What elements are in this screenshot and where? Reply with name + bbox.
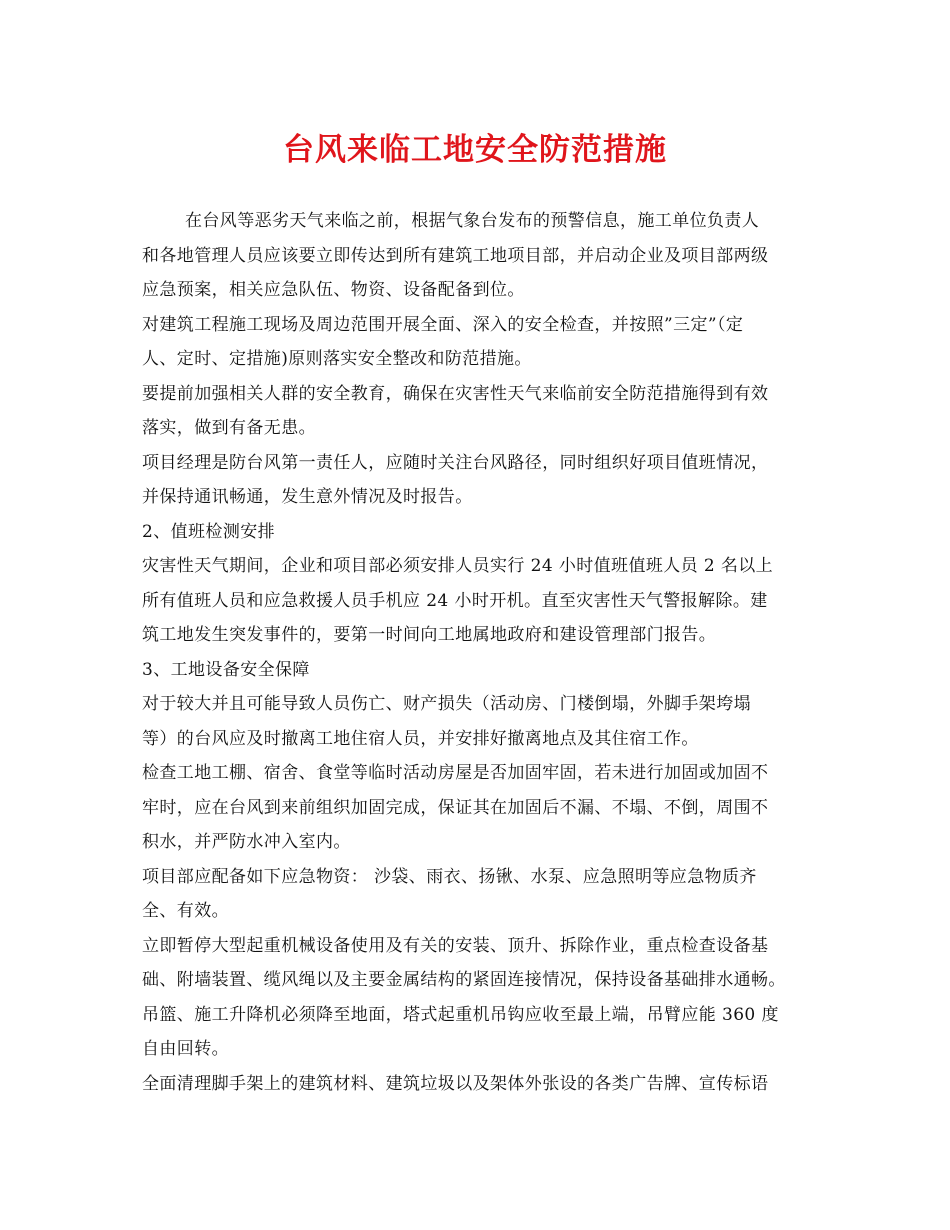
- paragraph-line: 全面清理脚手架上的建筑材料、建筑垃圾以及架体外张设的各类广告牌、宣传标语: [142, 1073, 769, 1094]
- paragraph-line: 立即暂停大型起重机械设备使用及有关的安装、顶升、拆除作业，重点检查设备基: [142, 935, 769, 956]
- paragraph-line: 自由回转。: [142, 1039, 229, 1059]
- paragraph-line: 和各地管理人员应该要立即传达到所有建筑工地项目部，并启动企业及项目部两级: [142, 245, 769, 266]
- section-heading: 2、值班检测安排: [142, 521, 276, 542]
- paragraph-line: 落实，做到有备无患。: [142, 418, 316, 438]
- paragraph-line: 对建筑工程施工现场及周边范围开展全面、深入的安全检查，并按照”三定”（定: [142, 314, 744, 335]
- paragraph-line: 全、有效。: [142, 901, 229, 921]
- document-title: 台风来临工地安全防范措施: [283, 132, 667, 168]
- paragraph-line: 并保持通讯畅通，发生意外情况及时报告。: [142, 487, 473, 507]
- paragraph-line: 在台风等恶劣天气来临之前，根据气象台发布的预警信息，施工单位负责人: [185, 211, 760, 231]
- section-heading: 3、工地设备安全保障: [142, 659, 310, 680]
- paragraph-line: 吊篮、施工升降机必须降至地面，塔式起重机吊钩应收至最上端，吊臂应能 360 度: [142, 1004, 779, 1025]
- paragraph-line: 等）的台风应及时撤离工地住宿人员，并安排好撤离地点及其住宿工作。: [142, 728, 699, 749]
- paragraph-line: 灾害性天气期间，企业和项目部必须安排人员实行 24 小时值班值班人员 2 名以上: [142, 556, 774, 576]
- paragraph-line: 筑工地发生突发事件的，要第一时间向工地属地政府和建设管理部门报告。: [142, 625, 717, 645]
- paragraph-line: 项目部应配备如下应急物资： 沙袋、雨衣、扬锹、水泵、应急照明等应急物质齐: [142, 866, 757, 887]
- paragraph-line: 所有值班人员和应急救援人员手机应 24 小时开机。直至灾害性天气警报解除。建: [142, 590, 768, 611]
- paragraph-line: 人、定时、定措施)原则落实安全整改和防范措施。: [142, 349, 532, 369]
- paragraph-line: 积水，并严防水冲入室内。: [142, 832, 351, 852]
- document-body: [142, 204, 822, 1101]
- paragraph-line: 检查工地工棚、宿舍、食堂等临时活动房屋是否加固牢固，若未进行加固或加固不: [142, 763, 769, 783]
- paragraph-line: 础、附墙装置、缆风绳以及主要金属结构的紧固连接情况，保持设备基础排水通畅。: [142, 970, 786, 990]
- paragraph-line: 对于较大并且可能导致人员伤亡、财产损失（活动房、门楼倒塌，外脚手架垮塌: [142, 694, 751, 714]
- paragraph-line: 要提前加强相关人群的安全教育，确保在灾害性天气来临前安全防范措施得到有效: [142, 383, 769, 404]
- paragraph-line: 应急预案，相关应急队伍、物资、设备配备到位。: [142, 280, 525, 300]
- paragraph-line: 项目经理是防台风第一责任人，应随时关注台风路径，同时组织好项目值班情况，: [142, 452, 769, 473]
- paragraph-line: 牢时，应在台风到来前组织加固完成，保证其在加固后不漏、不塌、不倒，周围不: [142, 797, 769, 818]
